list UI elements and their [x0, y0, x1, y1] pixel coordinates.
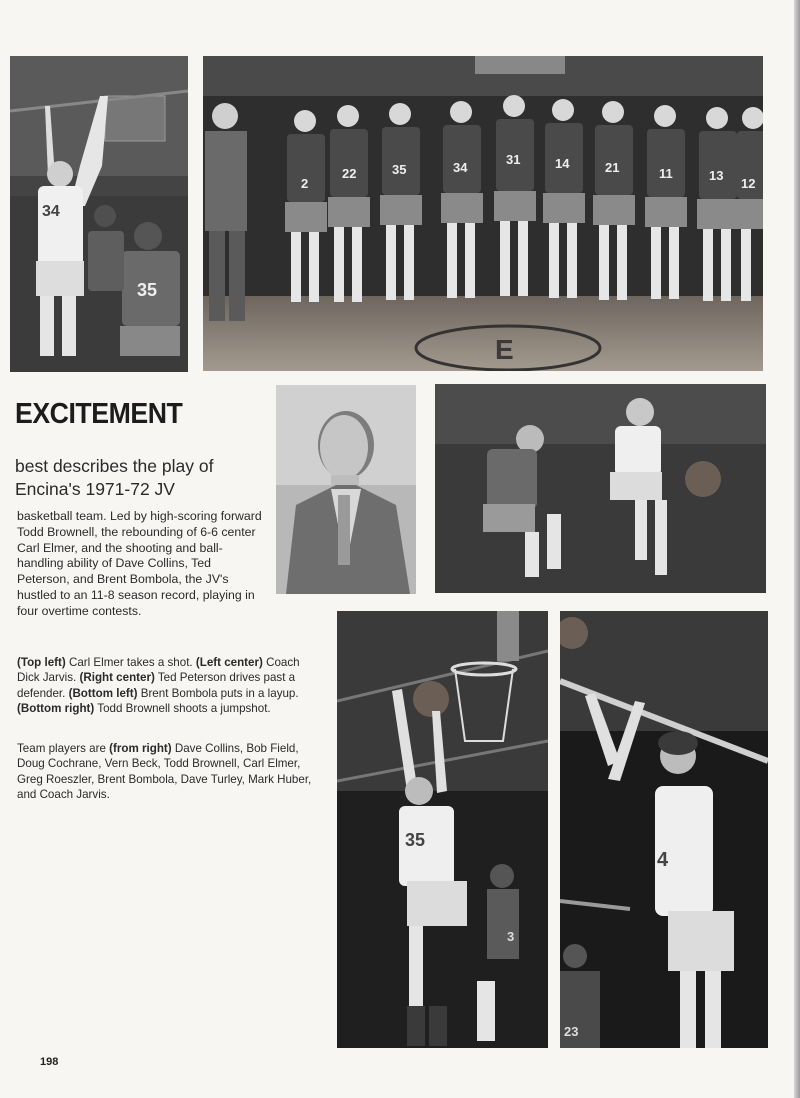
photo-bottom-left-layup	[337, 611, 548, 1048]
jersey-number: 4	[657, 849, 669, 871]
jersey-number: 3	[507, 929, 515, 944]
photo-bottom-right-jumpshot	[560, 611, 768, 1048]
jersey-number: 34	[453, 160, 468, 175]
caption-label: (Right center)	[79, 671, 155, 685]
floor-letter: E	[495, 334, 514, 365]
jersey-number: 23	[564, 1024, 579, 1039]
photo-right-center-drive	[435, 384, 766, 593]
caption-text: Carl Elmer takes a shot.	[65, 656, 196, 669]
jersey-number: 31	[506, 152, 521, 167]
team-label: (from right)	[109, 742, 172, 755]
caption-label: (Left center)	[195, 656, 263, 669]
photo-top-left-shot	[10, 56, 188, 372]
jersey-number: 21	[605, 160, 620, 175]
caption-label: (Bottom right)	[17, 702, 95, 716]
jersey-number: 35	[392, 162, 407, 177]
jersey-number: 35	[405, 830, 426, 850]
jersey-number: 22	[342, 166, 357, 181]
jersey-number: 35	[137, 280, 158, 300]
article-lead: best describes the play of Encina's 1971-72 JV	[15, 456, 214, 499]
jersey-number: 11	[659, 166, 673, 181]
team-roster-caption	[17, 741, 315, 803]
photo-coach-portrait	[276, 385, 416, 594]
article-headline: EXCITEMENT	[15, 398, 183, 430]
caption-label: (Top left)	[17, 656, 66, 669]
article-body: basketball team. Led by high-scoring forward Todd Brownell, the rebounding of 6-6 center Carl Elmer, and the shooting and ball-handling ability of Dave Collins, Ted Peterson, and Brent Bombola, the JV's hustled to an 11-8 season record, playing in four overtime contests.	[17, 509, 262, 618]
caption-text: Ted Peterson drives past a defender.	[17, 671, 296, 700]
caption-text: Todd Brownell shoots a jumpshot.	[94, 702, 271, 716]
page-number: 198	[40, 1056, 59, 1068]
jersey-number: 34	[42, 203, 60, 220]
team-names: Dave Collins, Bob Field, Doug Cochrane, Vern Beck, Todd Brownell, Carl Elmer, Greg Roeszler, Brent Bombola, Dave Turley, Mark Huber, and Coach Jarvis.	[17, 742, 312, 802]
photo-captions	[17, 655, 315, 717]
page-edge-shadow	[794, 0, 800, 1098]
jersey-number: 14	[555, 156, 570, 171]
caption-label: (Bottom left)	[68, 686, 138, 700]
caption-text: Brent Bombola puts in a layup.	[137, 686, 299, 700]
team-intro: Team players are	[17, 742, 110, 755]
jersey-number: 12	[741, 176, 756, 191]
caption-text: Coach Dick Jarvis.	[17, 656, 300, 685]
jersey-number: 13	[709, 168, 724, 183]
photo-team-lineup	[203, 56, 763, 371]
jersey-number: 2	[301, 176, 309, 191]
